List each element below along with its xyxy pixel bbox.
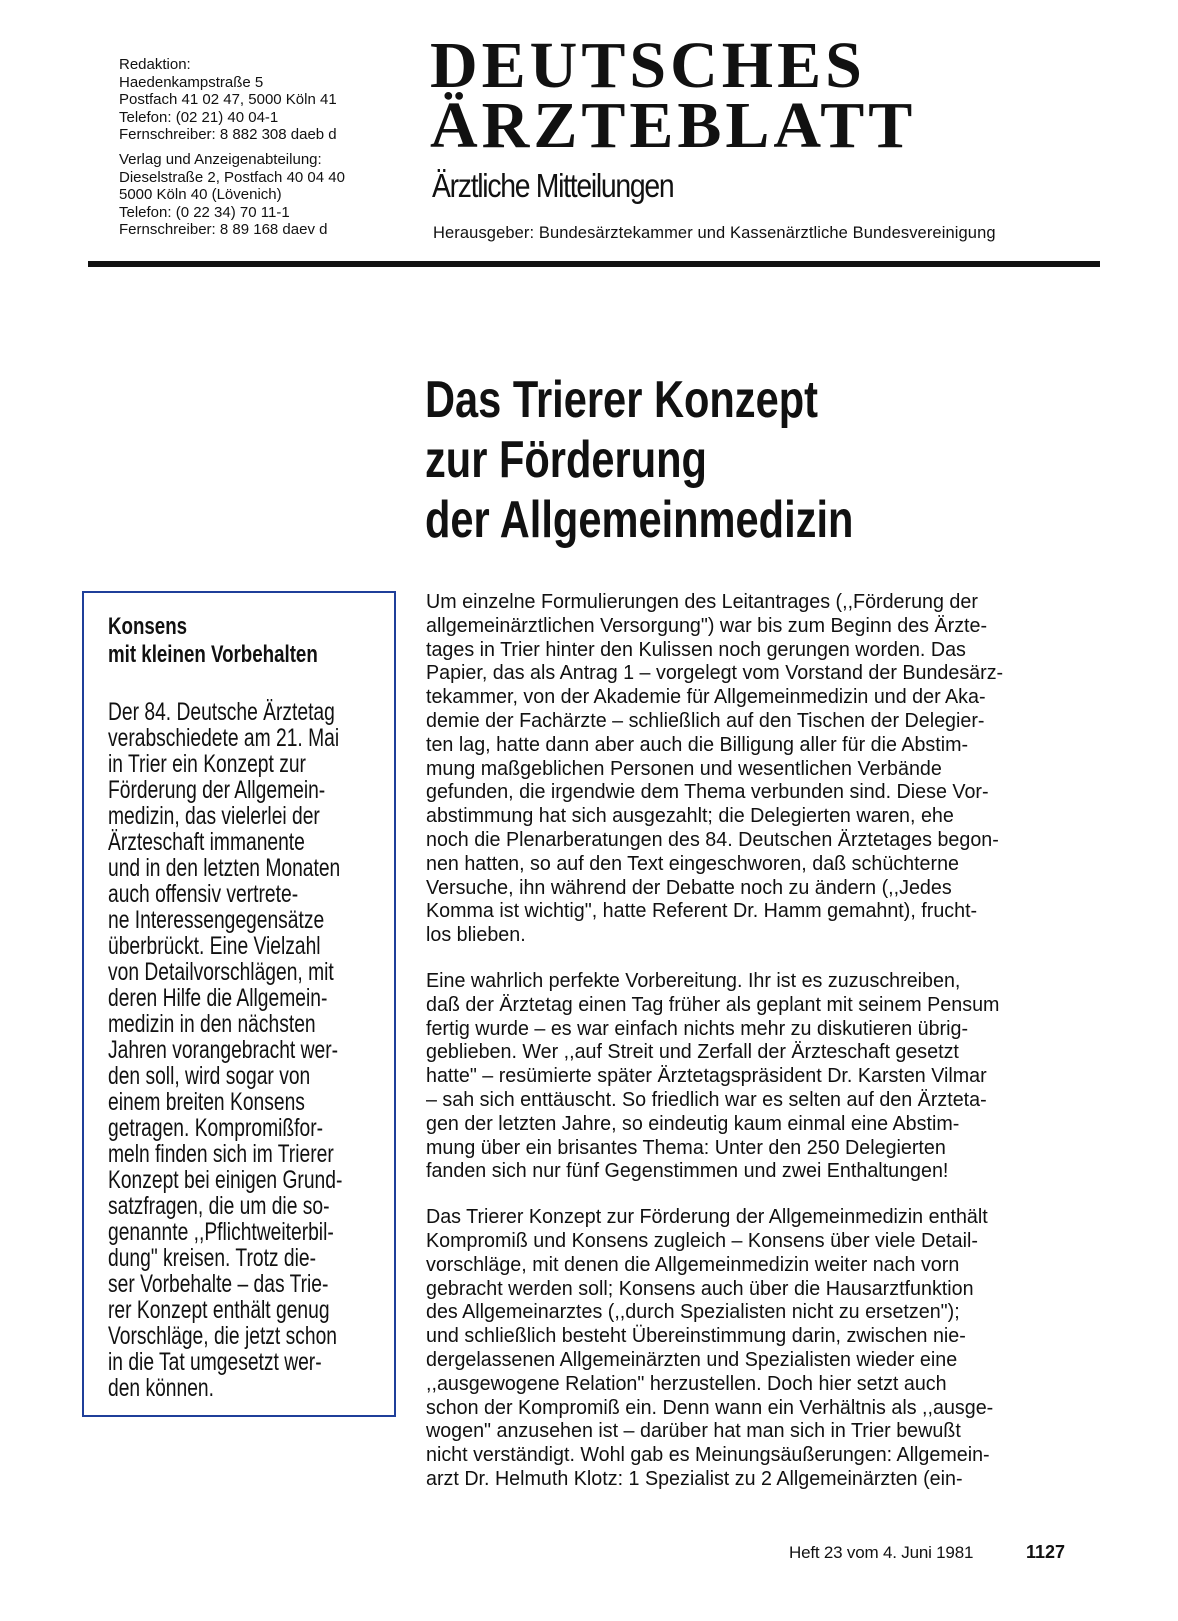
- page-number: 1127: [1026, 1542, 1066, 1562]
- text-line: ,,ausgewogene Relation" herzustellen. Doch hier setzt auch: [426, 1372, 947, 1395]
- text-line: daß der Ärztetag einen Tag früher als geplant mit seinem Pensum: [426, 993, 1000, 1016]
- text-line: Förderung der Allgemein-: [108, 776, 326, 804]
- sidebar-body: [108, 699, 370, 1401]
- text-line: ten lag, hatte dann aber auch die Billigung aller für die Abstim-: [426, 733, 969, 756]
- text-line: genannte ,,Pflichtweiterbil-: [108, 1218, 334, 1246]
- address-line: Redaktion:: [119, 56, 191, 73]
- text-line: schon der Kompromiß ein. Denn wann ein Verhältnis als ,,ausge-: [426, 1396, 994, 1419]
- text-line: dung" kreisen. Trotz die-: [108, 1244, 316, 1272]
- address-line: 5000 Köln 40 (Lövenich): [119, 186, 282, 204]
- text-line: – sah sich enttäuscht. So friedlich war es selten auf den Ärzteta-: [426, 1088, 987, 1111]
- text-line: Konzept bei einigen Grund-: [108, 1166, 343, 1194]
- text-line: und in den letzten Monaten: [108, 854, 341, 882]
- text-line: gen der letzten Jahre, so eindeutig kaum einmal eine Abstim-: [426, 1112, 960, 1135]
- masthead-rule: [88, 261, 1100, 267]
- address-line: Fernschreiber: 8 89 168 daev d: [119, 221, 328, 239]
- text-line: meln finden sich im Trierer: [108, 1140, 334, 1168]
- article-paragraph: [426, 970, 1076, 1184]
- text-line: vorschläge, mit denen die Allgemeinmedizin weiter nach vorn: [426, 1253, 960, 1276]
- text-line: den können.: [108, 1374, 214, 1402]
- text-line: Kompromiß und Konsens zugleich – Konsens über viele Detail-: [426, 1229, 978, 1252]
- text-line: in die Tat umgesetzt wer-: [108, 1348, 322, 1376]
- text-line: und schließlich besteht Übereinstimmung darin, zwischen nie-: [426, 1325, 966, 1348]
- text-line: demie der Fachärzte – schließlich auf den Tischen der Delegier-: [426, 709, 985, 732]
- headline-line: der Allgemeinmedizin: [425, 491, 854, 549]
- text-line: Komma ist wichtig", hatte Referent Dr. Hamm gemahnt), frucht-: [426, 900, 978, 923]
- text-line: deren Hilfe die Allgemein-: [108, 984, 328, 1012]
- text-line: Der 84. Deutsche Ärztetag: [108, 698, 335, 726]
- address-line: Postfach 41 02 47, 5000 Köln 41: [119, 91, 337, 109]
- text-line: Ärzteschaft immanente: [108, 828, 305, 856]
- text-line: gefunden, die irgendwie dem Thema verbunden sind. Diese Vor-: [426, 781, 989, 804]
- text-line: mung über ein brisantes Thema: Unter den 250 Delegierten: [426, 1136, 946, 1159]
- text-line: verabschiedete am 21. Mai: [108, 724, 340, 752]
- text-line: nen hatten, so auf den Text eingeschworen, daß schüchterne: [426, 852, 959, 875]
- issue-info: Heft 23 vom 4. Juni 1981: [789, 1543, 974, 1562]
- text-line: los blieben.: [426, 924, 526, 947]
- text-line: des Allgemeinarztes (,,durch Spezialisten nicht zu ersetzen");: [426, 1301, 960, 1324]
- text-line: noch die Plenarberatungen des 84. Deutschen Ärztetages begon-: [426, 828, 999, 851]
- text-line: Eine wahrlich perfekte Vorbereitung. Ihr ist es zuzuschreiben,: [426, 969, 961, 992]
- article-paragraph: [426, 1206, 1076, 1492]
- address-line: Fernschreiber: 8 882 308 daeb d: [119, 126, 337, 144]
- masthead-subtitle: Ärztliche Mitteilungen: [432, 167, 674, 204]
- text-line: ser Vorbehalte – das Trie-: [108, 1270, 329, 1298]
- text-line: hatte" – resümierte später Ärztetagspräsident Dr. Karsten Vilmar: [426, 1065, 987, 1088]
- text-line: medizin in den nächsten: [108, 1010, 316, 1038]
- text-line: in Trier ein Konzept zur: [108, 750, 306, 778]
- headline-line: zur Förderung: [425, 431, 707, 489]
- text-line: geblieben. Wer ,,auf Streit und Zerfall der Ärzteschaft gesetzt: [426, 1041, 959, 1064]
- masthead-title-line: ÄRZTEBLATT: [430, 89, 917, 162]
- text-line: einem breiten Konsens: [108, 1088, 305, 1116]
- text-line: getragen. Kompromißfor-: [108, 1114, 324, 1142]
- address-line: Telefon: (02 21) 40 04-1: [119, 108, 279, 126]
- text-line: satzfragen, die um die so-: [108, 1192, 330, 1220]
- article-body: [426, 591, 1076, 1492]
- text-line: mung maßgeblichen Personen und wesentlichen Verbände: [426, 757, 942, 780]
- text-line: nicht verständigt. Wohl gab es Meinungsäußerungen: Allgemein-: [426, 1444, 990, 1467]
- text-line: tekammer, von der Akademie für Allgemeinmedizin und der Aka-: [426, 686, 986, 709]
- text-line: fertig wurde – es war einfach nichts mehr zu diskutieren übrig-: [426, 1017, 969, 1040]
- sidebar-box: [108, 613, 448, 1401]
- text-line: von Detailvorschlägen, mit: [108, 958, 334, 986]
- sidebar-title-line: mit kleinen Vorbehalten: [108, 641, 318, 668]
- text-line: den soll, wird sogar von: [108, 1062, 311, 1090]
- text-line: Versuche, ihn während der Debatte noch zu ändern (,,Jedes: [426, 876, 952, 899]
- text-line: medizin, das vielerlei der: [108, 802, 320, 830]
- text-line: allgemeinärztlichen Versorgung") war bis zum Beginn des Ärzte-: [426, 614, 988, 637]
- text-line: Vorschläge, die jetzt schon: [108, 1322, 338, 1350]
- masthead-title-line: DEUTSCHES: [430, 29, 866, 102]
- text-line: abstimmung hat sich ausgezahlt; die Delegierten waren, ehe: [426, 805, 954, 828]
- text-line: gebracht werden soll; Konsens auch über die Hausarztfunktion: [426, 1277, 974, 1300]
- text-line: Das Trierer Konzept zur Förderung der Allgemeinmedizin enthält: [426, 1206, 988, 1229]
- text-line: wogen" anzusehen ist – darüber hat man sich in Trier bewußt: [426, 1420, 961, 1443]
- masthead-publisher: Herausgeber: Bundesärztekammer und Kassenärztliche Bundesvereinigung: [433, 224, 996, 242]
- text-line: arzt Dr. Helmuth Klotz: 1 Spezialist zu 2 Allgemeinärzten (ein-: [426, 1467, 963, 1490]
- masthead-title: [430, 29, 1110, 162]
- text-line: tages in Trier hinter den Kulissen noch gerungen worden. Das: [426, 638, 966, 661]
- text-line: Papier, das als Antrag 1 – vorgelegt vom Vorstand der Bundesärz-: [426, 662, 1004, 685]
- text-line: rer Konzept enthält genug: [108, 1296, 330, 1324]
- article-paragraph: [426, 591, 1076, 948]
- headline-line: Das Trierer Konzept: [425, 371, 819, 429]
- address-block: [119, 56, 419, 239]
- text-line: dergelassenen Allgemeinärzten und Spezialisten wieder eine: [426, 1348, 958, 1371]
- address-line: Haedenkampstraße 5: [119, 73, 264, 91]
- text-line: ne Interessengegensätze: [108, 906, 325, 934]
- article-headline: [425, 370, 985, 550]
- address-line: Telefon: (0 22 34) 70 11-1: [119, 203, 290, 221]
- text-line: Um einzelne Formulierungen des Leitantrages (,,Förderung der: [426, 591, 978, 613]
- sidebar-title: [108, 613, 373, 669]
- address-line: Verlag und Anzeigenabteilung:: [119, 150, 322, 168]
- text-line: überbrückt. Eine Vielzahl: [108, 932, 321, 960]
- sidebar-title-line: Konsens: [108, 613, 188, 640]
- text-line: auch offensiv vertrete-: [108, 880, 299, 908]
- address-line: Dieselstraße 2, Postfach 40 04 40: [119, 168, 345, 186]
- text-line: fanden sich nur fünf Gegenstimmen und zwei Enthaltungen!: [426, 1160, 949, 1183]
- text-line: Jahren vorangebracht wer-: [108, 1036, 339, 1064]
